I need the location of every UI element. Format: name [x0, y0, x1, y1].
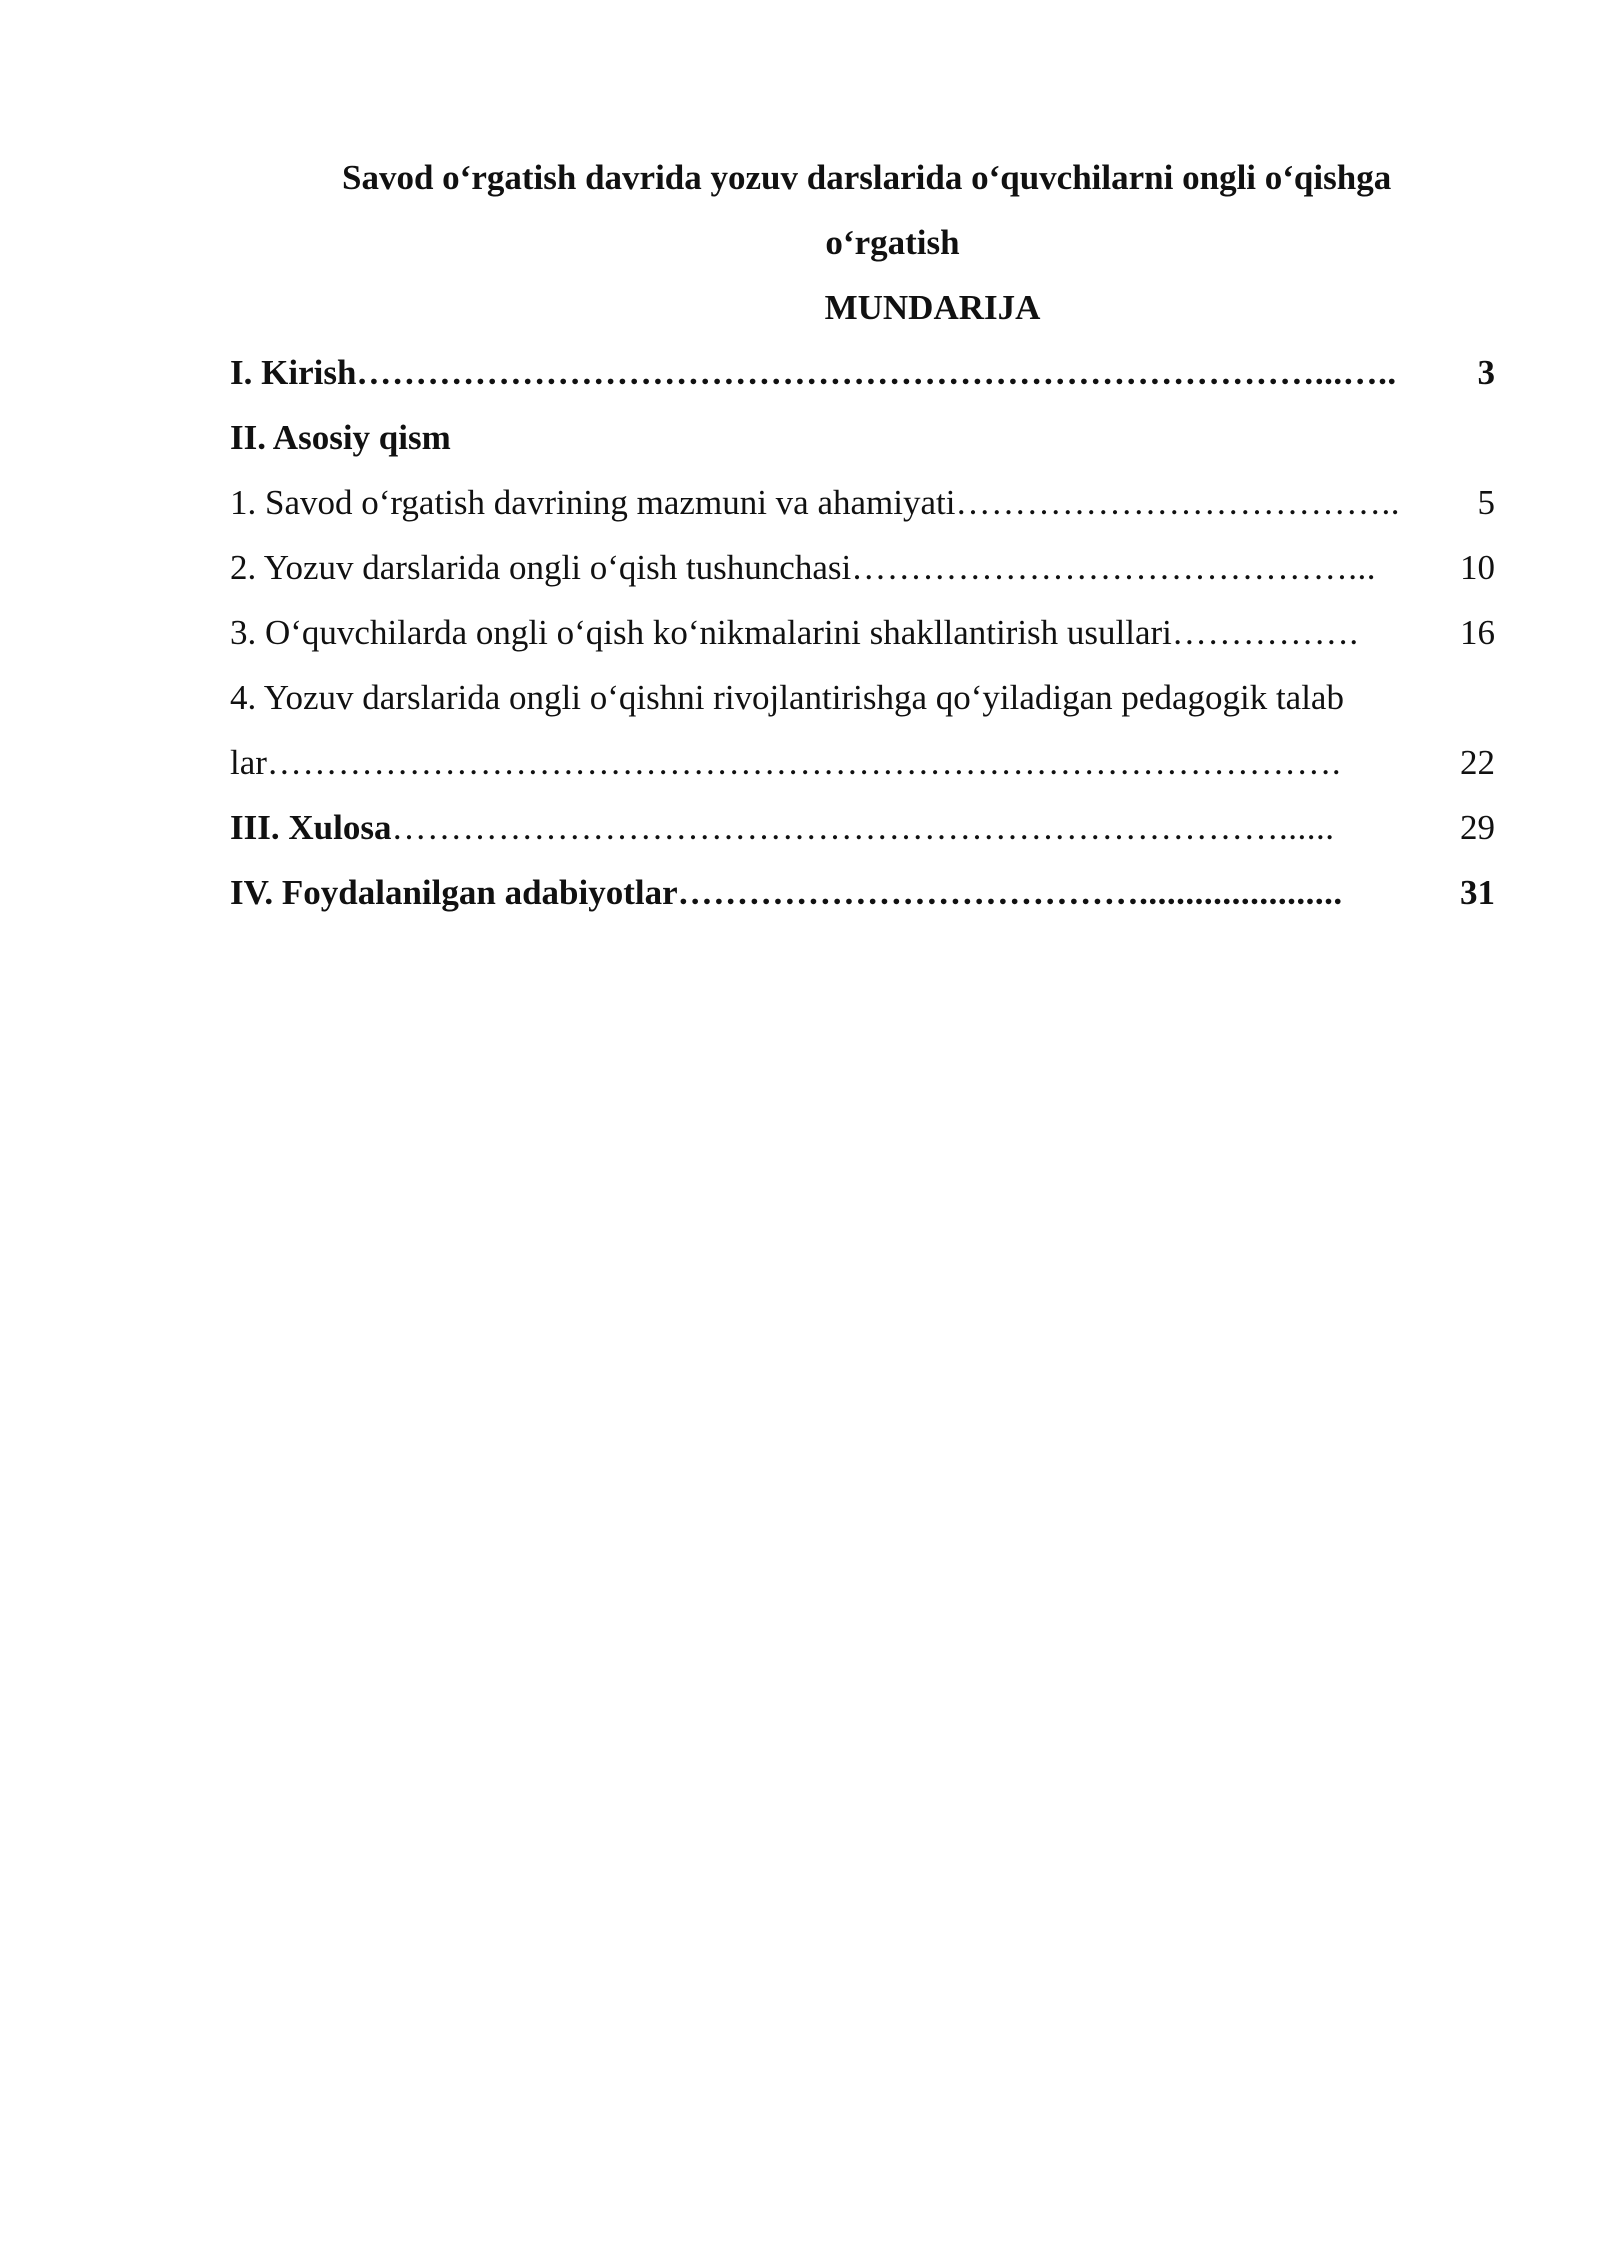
toc-page-number: 3	[1477, 353, 1495, 392]
toc-entry-4-line-2	[230, 730, 1495, 795]
toc-entry-kirish	[230, 340, 1495, 405]
toc-page-number: 31	[1460, 873, 1495, 912]
toc-leader-dots: ………………………………………………………………………...…..	[356, 353, 1397, 392]
toc-entry-adabiyotlar	[230, 860, 1495, 925]
toc-entry-asosiy-qism	[230, 405, 1495, 470]
toc-entry-xulosa	[230, 795, 1495, 860]
toc-page-number: 29	[1460, 808, 1495, 847]
toc-page-number: 22	[1460, 743, 1495, 782]
toc-entry-label: IV. Foydalanilgan adabiyotlar	[230, 873, 678, 912]
toc-leader-dots: ……………………………………………………………………………….	[266, 743, 1342, 782]
toc-page-number: 16	[1460, 613, 1495, 652]
toc-leader-dots: ………………………………..	[955, 483, 1400, 522]
toc-page-number: 5	[1477, 483, 1495, 522]
toc-entry-label: II. Asosiy qism	[230, 418, 451, 457]
toc-entry-label: 2. Yozuv darslarida ongli o‘qish tushunchasi	[230, 548, 852, 587]
toc-entry-3	[230, 600, 1495, 665]
toc-leader-dots: …………….	[1171, 613, 1359, 652]
document-title-line-1: Savod o‘rgatish davrida yozuv darslarida o‘quvchilarni ongli o‘qishga	[342, 158, 1392, 197]
toc-leader-dots: ……………………………………...	[851, 548, 1376, 587]
toc-entry-label: I. Kirish	[230, 353, 357, 392]
toc-heading: MUNDARIJA	[824, 288, 1041, 327]
toc-entry-label: 4. Yozuv darslarida ongli o‘qishni rivojlantirishga qo‘yiladigan pedagogik talab	[230, 678, 1344, 717]
toc-entry-label: 3. O‘quvchilarda ongli o‘qish ko‘nikmalarini shakllantirish usullari	[230, 613, 1172, 652]
document-content	[230, 145, 1495, 925]
toc-entry-label: lar	[230, 743, 267, 782]
toc-entry-2	[230, 535, 1495, 600]
toc-entry-label: III. Xulosa	[230, 808, 392, 847]
document-title-line-2: o‘rgatish	[825, 223, 960, 262]
toc-leader-dots: …………………………………......................	[677, 873, 1343, 912]
toc-entry-label: 1. Savod o‘rgatish davrining mazmuni va ahamiyati	[230, 483, 956, 522]
toc-entry-4-line-1	[230, 665, 1495, 730]
toc-entry-1	[230, 470, 1495, 535]
toc-page-number: 10	[1460, 548, 1495, 587]
toc-leader-dots: …………………………………………………………………......	[391, 808, 1335, 847]
